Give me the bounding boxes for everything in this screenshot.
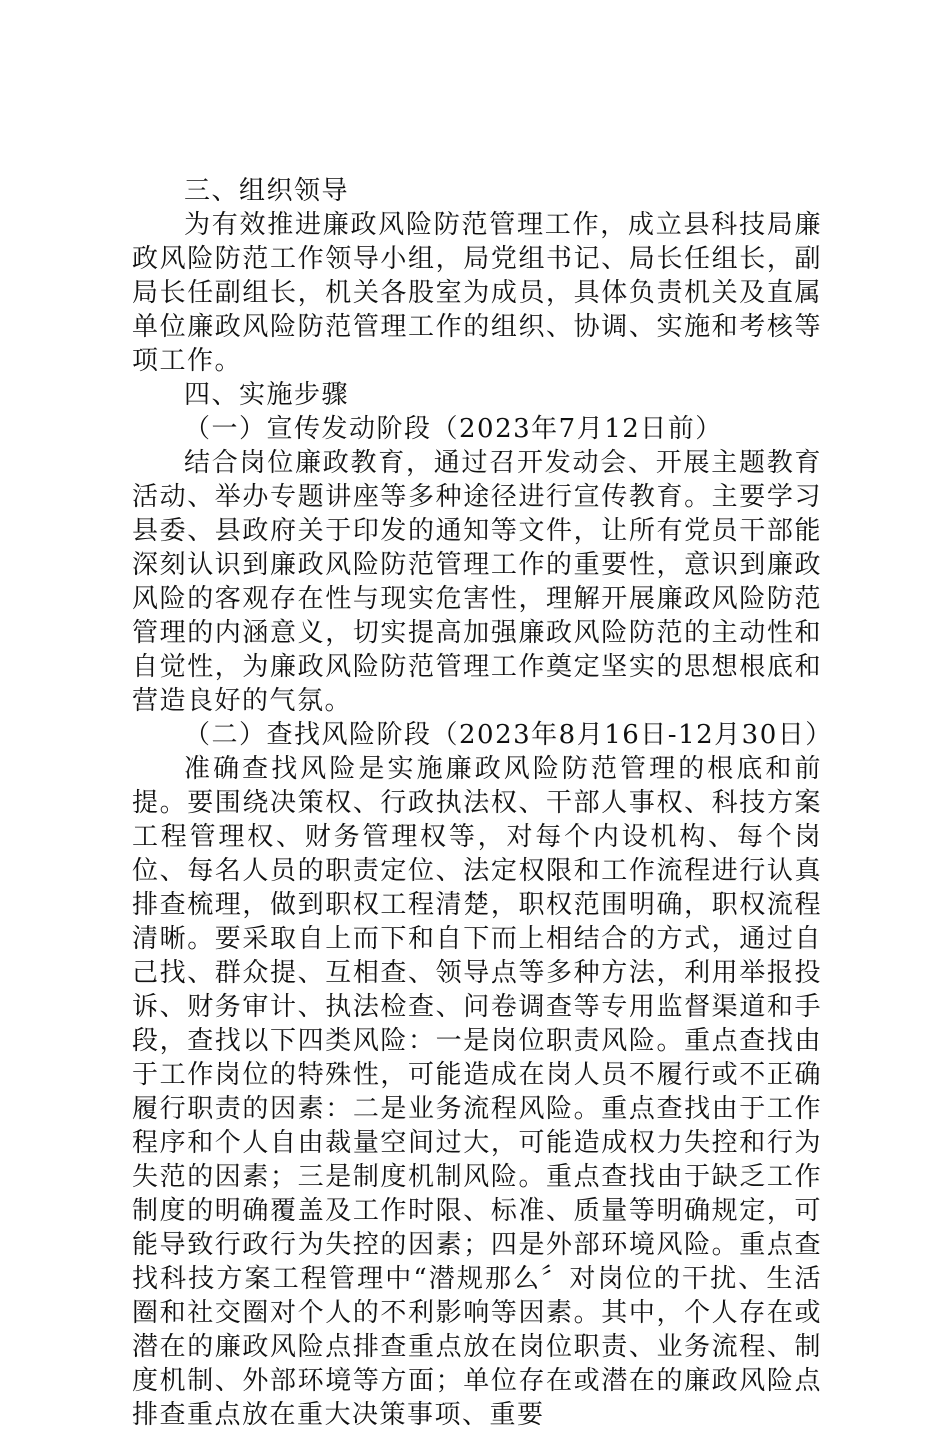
paragraph-publicity: 结合岗位廉政教育，通过召开发动会、开展主题教育活动、举办专题讲座等多种途径进行宣传教育。主要学习县委、县政府关于印发的通知等文件，让所有党员干部能深刻认识到廉政风险防范管理工作的重要性，意识到廉政风险的客观存在性与现实危害性，理解开展廉政风险防范管理的内涵意义，切实提高加强廉政风险防范的主动性和自觉性，为廉政风险防范管理工作奠定坚实的思想根底和营造良好的气氛。 xyxy=(132,448,822,716)
section-heading-steps: 四、实施步骤 xyxy=(184,380,350,410)
section-heading-organization: 三、组织领导 xyxy=(184,176,350,206)
paragraph-organization: 为有效推进廉政风险防范管理工作，成立县科技局廉政风险防范工作领导小组，局党组书记、局长任组长，副局长任副组长，机关各股室为成员，具体负责机关及直属单位廉政风险防范管理工作的组织、协调、实施和考核等项工作。 xyxy=(132,210,822,376)
subheading-publicity-stage: （一）宣传发动阶段（2023年7月12日前） xyxy=(184,414,723,444)
paragraph-risk-finding: 准确查找风险是实施廉政风险防范管理的根底和前提。要围绕决策权、行政执法权、干部人事权、科技方案工程管理权、财务管理权等，对每个内设机构、每个岗位、每名人员的职责定位、法定权限和工作流程进行认真排查梳理，做到职权工程清楚，职权范围明确，职权流程清晰。要采取自上而下和自下而上相结合的方式，通过自己找、群众提、互相查、领导点等多种方法，利用举报投诉、财务审计、执法检查、问卷调查等专用监督渠道和手段，查找以下四类风险：一是岗位职责风险。重点查找由于工作岗位的特殊性，可能造成在岗人员不履行或不正确履行职责的因素：二是业务流程风险。重点查找由于工作程序和个人自由裁量空间过大，可能造成权力失控和行为失范的因素；三是制度机制风险。重点查找由于缺乏工作制度的明确覆盖及工作时限、标准、质量等明确规定，可能导致行政行为失控的因素；四是外部环境风险。重点查找科技方案工程管理中“潜规那么〞对岗位的干扰、生活圈和社交圈对个人的不利影响等因素。其中，个人存在或潜在的廉政风险点排查重点放在岗位职责、业务流程、制度机制、外部环境等方面；单位存在或潜在的廉政风险点排查重点放在重大决策事项、重要 xyxy=(132,754,822,1430)
document-body xyxy=(132,174,833,1432)
subheading-risk-finding-stage: （二）查找风险阶段（2023年8月16日-12月30日） xyxy=(184,720,833,750)
